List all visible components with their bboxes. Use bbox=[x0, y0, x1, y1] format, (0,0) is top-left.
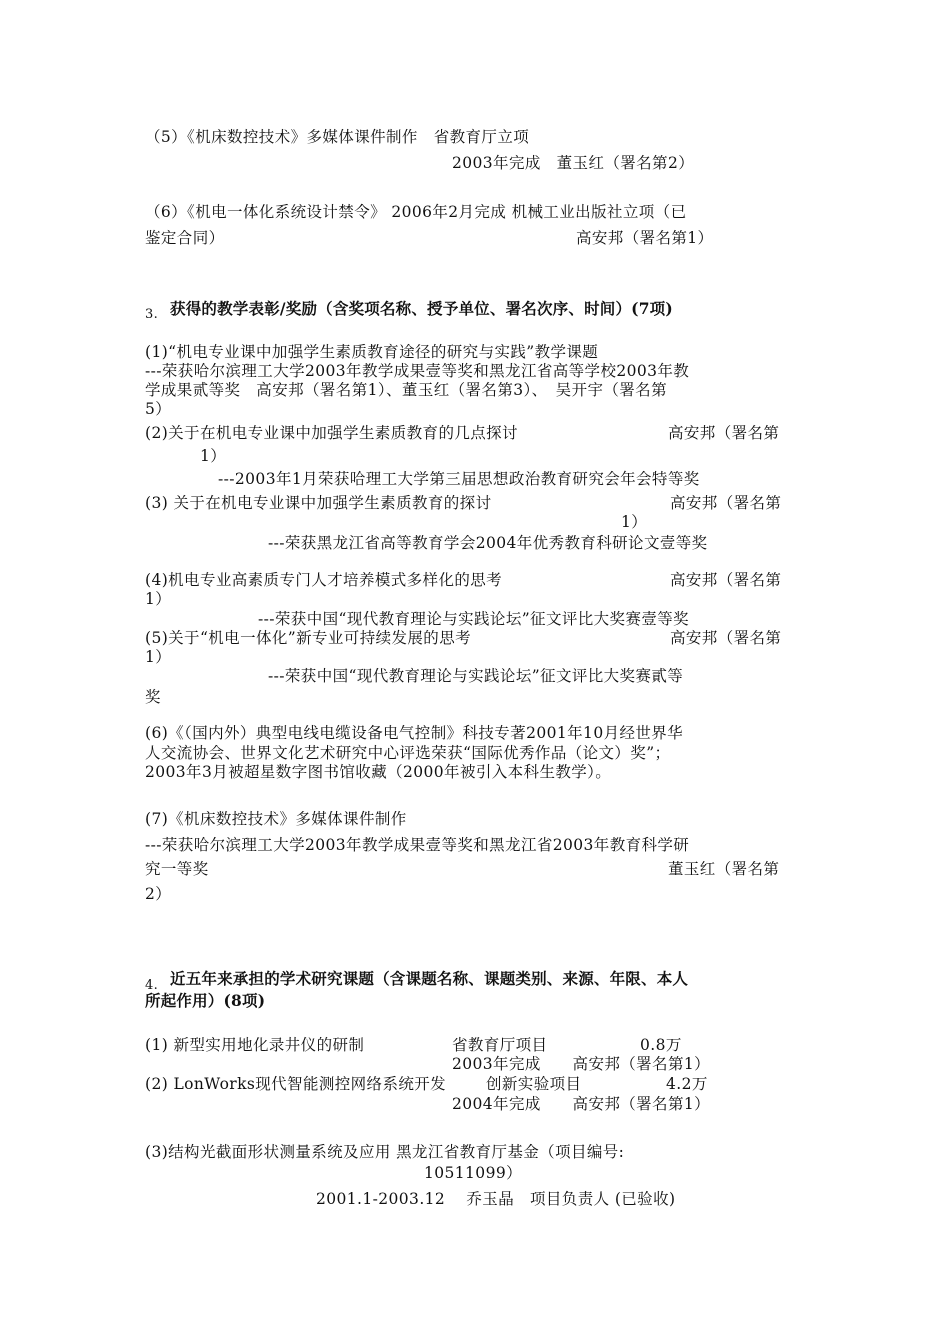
award-6-line-2: 人交流协会、世界文化艺术研究中心评选荣获“国际优秀作品（论文）奖”； bbox=[145, 744, 671, 762]
project-2-line-1-type: 创新实验项目 bbox=[486, 1075, 582, 1093]
project-3-line-1: (3)结构光截面形状测量系统及应用 黑龙江省教育厅基金（项目编号: bbox=[145, 1143, 625, 1161]
award-2-line-1-right: 高安邦（署名第 bbox=[668, 424, 780, 442]
award-1-line-1: (1)“机电专业课中加强学生素质教育途径的研究与实践”教学课题 bbox=[145, 343, 599, 361]
item-6-line-2-left: 鉴定合同） bbox=[145, 229, 225, 247]
award-7-line-3-left: 究一等奖 bbox=[145, 860, 209, 878]
award-1-line-4: 5） bbox=[145, 400, 172, 418]
award-6-line-1: (6)《（国内外）典型电线电缆设备电气控制》科技专著2001年10月经世界华 bbox=[145, 724, 684, 742]
project-2-line-2: 2004年完成 高安邦（署名第1） bbox=[452, 1095, 711, 1113]
section-4-heading-line-1: 近五年来承担的学术研究课题（含课题名称、课题类别、来源、年限、本人 bbox=[170, 969, 689, 988]
item-6-line-2-right: 高安邦（署名第1） bbox=[576, 229, 714, 247]
award-4-line-3: ---荣获中国“现代教育理论与实践论坛”征文评比大奖赛壹等奖 bbox=[258, 610, 690, 628]
award-3-line-3: ---荣获黑龙江省高等教育学会2004年优秀教育科研论文壹等奖 bbox=[268, 534, 708, 552]
project-1-line-1-type: 省教育厅项目 bbox=[452, 1036, 548, 1054]
project-2-line-1-title: (2) LonWorks现代智能测控网络系统开发 bbox=[145, 1075, 447, 1093]
award-5-line-3: ---荣获中国“现代教育理论与实践论坛”征文评比大奖赛貳等 bbox=[268, 667, 684, 685]
section-4-heading-line-2: 所起作用）(8项) bbox=[145, 991, 266, 1010]
project-2-line-1-funding: 4.2万 bbox=[666, 1075, 708, 1093]
award-3-line-1-left: (3) 关于在机电专业课中加强学生素质教育的探讨 bbox=[145, 494, 492, 512]
award-5-line-4: 奖 bbox=[145, 688, 161, 706]
award-2-line-1-left: (2)关于在机电专业课中加强学生素质教育的几点探讨 bbox=[145, 424, 518, 442]
award-5-line-1-left: (5)关于“机电一体化”新专业可持续发展的思考 bbox=[145, 629, 472, 647]
project-1-line-1-title: (1) 新型实用地化录井仪的研制 bbox=[145, 1036, 365, 1054]
award-3-line-2: 1） bbox=[621, 513, 648, 531]
section-3-heading: 获得的教学表彰/奖励（含奖项名称、授予单位、署名次序、时间）(7项) bbox=[170, 299, 673, 318]
award-5-line-2: 1） bbox=[145, 648, 172, 666]
item-5-line-2: 2003年完成 董玉红（署名第2） bbox=[452, 154, 695, 172]
award-7-line-3-right: 董玉红（署名第 bbox=[668, 860, 780, 878]
project-3-line-3: 2001.1-2003.12 乔玉晶 项目负责人 (已验收) bbox=[316, 1190, 676, 1208]
project-1-line-2: 2003年完成 高安邦（署名第1） bbox=[452, 1055, 711, 1073]
section-3-number: 3. bbox=[145, 307, 159, 322]
award-1-line-2: ---荣获哈尔滨理工大学2003年教学成果壹等奖和黑龙江省高等学校2003年教 bbox=[145, 362, 690, 380]
award-4-line-1-left: (4)机电专业高素质专门人才培养模式多样化的思考 bbox=[145, 571, 503, 589]
award-3-line-1-right: 高安邦（署名第 bbox=[670, 494, 782, 512]
award-7-line-2: ---荣获哈尔滨理工大学2003年教学成果壹等奖和黑龙江省2003年教育科学研 bbox=[145, 836, 690, 854]
award-4-line-1-right: 高安邦（署名第 bbox=[670, 571, 782, 589]
award-5-line-1-right: 高安邦（署名第 bbox=[670, 629, 782, 647]
award-2-line-2: 1） bbox=[200, 447, 227, 465]
section-4-number: 4. bbox=[145, 978, 159, 993]
award-2-line-3: ---2003年1月荣获哈理工大学第三届思想政治教育研究会年会特等奖 bbox=[218, 470, 700, 488]
award-1-line-3: 学成果贰等奖 高安邦（署名第1）、董玉红（署名第3）、 吴开宇（署名第 bbox=[145, 381, 667, 399]
item-6-line-1: （6）《机电一体化系统设计禁令》 2006年2月完成 机械工业出版社立项（已 bbox=[145, 203, 687, 221]
project-3-line-2: 10511099） bbox=[424, 1164, 522, 1182]
award-7-line-4: 2） bbox=[145, 885, 172, 903]
award-6-line-3: 2003年3月被超星数字图书馆收藏（2000年被引入本科生教学）。 bbox=[145, 763, 612, 781]
award-4-line-2: 1） bbox=[145, 590, 172, 608]
award-7-line-1: (7)《机床数控技术》多媒体课件制作 bbox=[145, 810, 407, 828]
project-1-line-1-funding: 0.8万 bbox=[640, 1036, 682, 1054]
item-5-line-1: （5）《机床数控技术》多媒体课件制作 省教育厅立项 bbox=[145, 128, 530, 146]
